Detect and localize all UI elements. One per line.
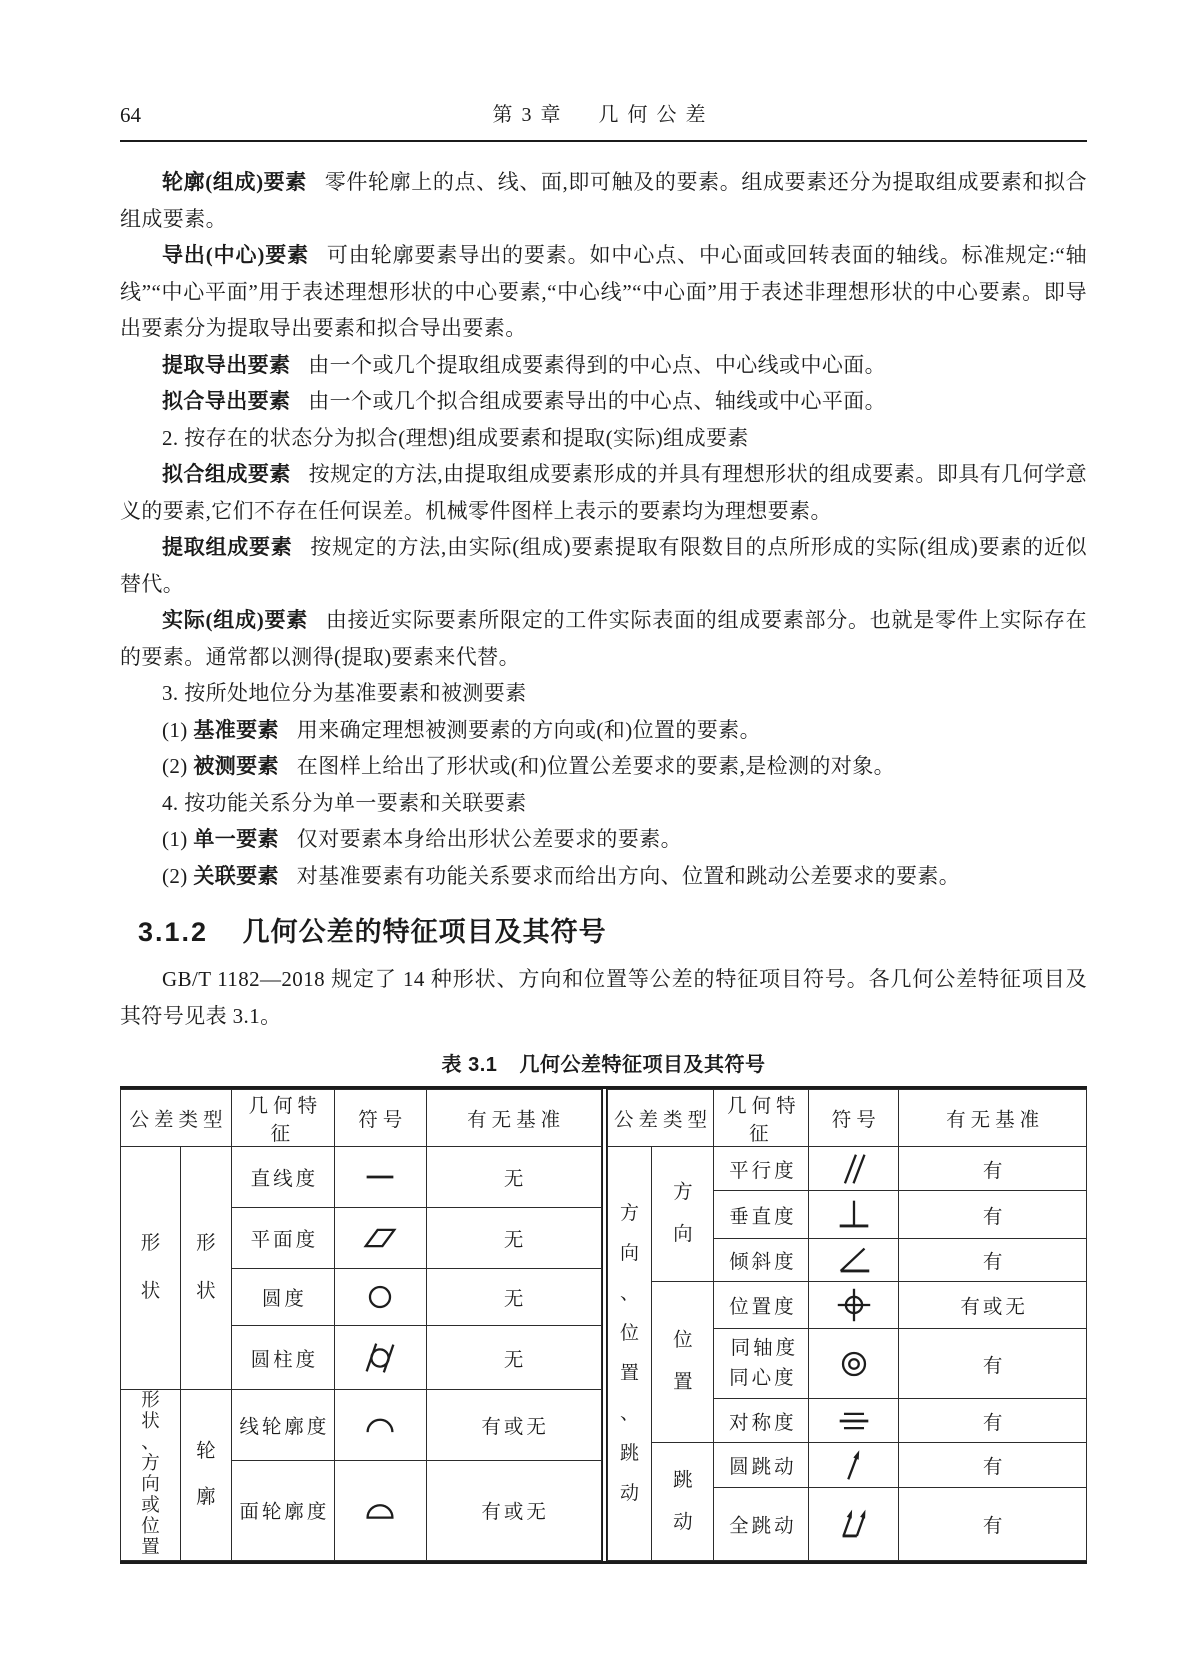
- symbol-cell: [809, 1443, 899, 1488]
- paragraph: [120, 712, 1087, 749]
- column-header-datum: 有无基准: [899, 1090, 1087, 1147]
- paragraph: [120, 675, 1087, 712]
- section-title: 几何公差的特征项目及其符号: [242, 917, 607, 947]
- feature-cell: 直线度: [231, 1147, 334, 1208]
- perpendicularity-icon: [809, 1194, 898, 1236]
- symbol-cell: [334, 1389, 426, 1460]
- tolerance-type-cell: 方 向 、 位 置 、 跳 动: [607, 1147, 652, 1561]
- term: 拟合组成要素: [162, 462, 291, 486]
- parallelism-icon: [809, 1148, 898, 1190]
- tolerance-subtype-cell: 位 置: [652, 1282, 714, 1443]
- line-profile-icon: [335, 1404, 426, 1446]
- feature-cell: 对称度: [714, 1399, 809, 1443]
- definition-text: 对基准要素有功能关系要求而给出方向、位置和跳动公差要求的要素。: [296, 863, 961, 888]
- symbol-cell: [809, 1282, 899, 1329]
- term: 关联要素: [193, 863, 279, 888]
- datum-cell: 有: [899, 1399, 1087, 1443]
- definition-text: 2. 按存在的状态分为拟合(理想)组成要素和提取(实际)组成要素: [162, 425, 749, 450]
- list-marker: (2): [162, 754, 194, 778]
- symbol-cell: [809, 1191, 899, 1239]
- page-number: 64: [120, 103, 141, 127]
- paragraph: [120, 602, 1087, 675]
- definition-text: 由一个或几个提取组成要素得到的中心点、中心线或中心面。: [308, 352, 887, 377]
- definition-text: 按规定的方法,由提取组成要素形成的并具有理想形状的组成要素。即具有几何学意义的要素,它们不存在任何误差。机械零件图样上表示的要素均为理想要素。: [120, 462, 1088, 523]
- surface-profile-icon: [335, 1489, 426, 1531]
- datum-cell: 有: [899, 1329, 1087, 1399]
- datum-cell: 无: [426, 1326, 601, 1389]
- symbol-cell: [809, 1329, 899, 1399]
- table-left-half: [120, 1089, 602, 1561]
- definition-text: 可由轮廓要素导出的要素。如中心点、中心面或回转表面的轴线。标准规定:“轴线”“中心平面”用于表述理想形状的中心要素,“中心线”“中心面”用于表述非理想形状的中心要素。即导出要素分为提取导出要素和拟合导出要素。: [120, 243, 1087, 340]
- datum-cell: 有: [899, 1239, 1087, 1282]
- tolerance-subtype-cell: 轮 廓: [180, 1389, 231, 1560]
- definition-text: 4. 按功能关系分为单一要素和关联要素: [162, 790, 527, 815]
- tolerance-subtype-cell: 方 向: [652, 1147, 714, 1282]
- feature-cell: 同轴度 同心度: [714, 1329, 809, 1399]
- concentricity-icon: [809, 1343, 898, 1385]
- feature-cell: 圆柱度: [231, 1326, 334, 1389]
- table-row: [121, 1147, 602, 1208]
- symbol-cell: [809, 1488, 899, 1561]
- definition-text: 用来确定理想被测要素的方向或(和)位置的要素。: [296, 717, 761, 742]
- tolerance-subtype-cell: 跳 动: [652, 1443, 714, 1561]
- term: 单一要素: [193, 827, 279, 851]
- feature-cell: 倾斜度: [714, 1239, 809, 1282]
- symbol-cell: [809, 1399, 899, 1443]
- paragraph: [120, 748, 1087, 785]
- list-marker: (2): [162, 863, 194, 888]
- flatness-icon: [335, 1217, 426, 1259]
- page-header: [120, 0, 1087, 128]
- term: 提取组成要素: [162, 535, 293, 559]
- feature-cell: 圆度: [231, 1269, 334, 1326]
- term: 导出(中心)要素: [162, 243, 310, 267]
- table-row: [607, 1282, 1087, 1329]
- column-header-symbol: 符号: [334, 1090, 426, 1147]
- symbol-cell: [809, 1239, 899, 1282]
- body-paragraphs: [120, 164, 1087, 894]
- list-marker: (1): [162, 827, 194, 851]
- definition-text: 零件轮廓上的点、线、面,即可触及的要素。组成要素还分为提取组成要素和拟合组成要素。: [120, 170, 1087, 231]
- feature-cell: 垂直度: [714, 1191, 809, 1239]
- definition-text: 按规定的方法,由实际(组成)要素提取有限数目的点所形成的实际(组成)要素的近似替代。: [120, 535, 1087, 596]
- datum-cell: 有: [899, 1488, 1087, 1561]
- datum-cell: 有: [899, 1443, 1087, 1488]
- column-header-type: 公差类型: [607, 1090, 714, 1147]
- paragraph: [120, 456, 1087, 529]
- definition-text: 仅对要素本身给出形状公差要求的要素。: [296, 827, 682, 851]
- angularity-icon: [809, 1239, 898, 1281]
- table-row: [607, 1090, 1087, 1147]
- header-rule: [120, 140, 1087, 142]
- datum-cell: 无: [426, 1269, 601, 1326]
- symbol-cell: [334, 1208, 426, 1269]
- straightness-icon: [335, 1156, 426, 1198]
- datum-cell: 无: [426, 1208, 601, 1269]
- table-row: [607, 1147, 1087, 1191]
- circular-runout-icon: [809, 1444, 898, 1486]
- term: 拟合导出要素: [162, 389, 291, 413]
- feature-cell: 圆跳动: [714, 1443, 809, 1488]
- column-header-symbol: 符号: [809, 1090, 899, 1147]
- tolerance-symbol-table: [120, 1086, 1087, 1564]
- intro-paragraph: GB/T 1182—2018 规定了 14 种形状、方向和位置等公差的特征项目符号。各几何公差特征项目及其符号见表 3.1。: [120, 967, 1087, 1028]
- paragraph: [120, 164, 1087, 237]
- feature-cell: 线轮廓度: [231, 1389, 334, 1460]
- definition-text: 由接近实际要素所限定的工件实际表面的组成要素部分。也就是零件上实际存在的要素。通常都以测得(提取)要素来代替。: [120, 608, 1088, 669]
- term: 实际(组成)要素: [162, 608, 309, 632]
- definition-text: 3. 按所处地位分为基准要素和被测要素: [162, 681, 527, 705]
- paragraph: [120, 383, 1087, 420]
- term: 被测要素: [193, 754, 279, 778]
- definition-text: 在图样上给出了形状或(和)位置公差要求的要素,是检测的对象。: [296, 754, 896, 778]
- paragraph: [120, 858, 1087, 895]
- paragraph: [120, 420, 1087, 457]
- table-right-half: [607, 1089, 1088, 1561]
- paragraph: [120, 237, 1087, 347]
- feature-cell: 全跳动: [714, 1488, 809, 1561]
- chapter-header: 第3章 几何公差: [492, 104, 715, 126]
- column-header-feature: 几何特征: [231, 1090, 334, 1147]
- tolerance-subtype-cell: 形 状: [180, 1147, 231, 1389]
- position-icon: [809, 1284, 898, 1326]
- section-number: 3.1.2: [138, 917, 209, 947]
- feature-cell: 平面度: [231, 1208, 334, 1269]
- total-runout-icon: [809, 1503, 898, 1545]
- symmetry-icon: [809, 1400, 898, 1442]
- list-marker: (1): [162, 717, 194, 742]
- term: 基准要素: [193, 717, 279, 742]
- table-row: [121, 1090, 602, 1147]
- tolerance-type-cell: 形 状 、 方 向 或 位 置: [121, 1389, 181, 1560]
- tolerance-type-cell: 形 状: [121, 1147, 181, 1389]
- symbol-cell: [334, 1147, 426, 1208]
- datum-cell: 有: [899, 1191, 1087, 1239]
- datum-cell: 无: [426, 1147, 601, 1208]
- symbol-cell: [334, 1460, 426, 1560]
- datum-cell: 有: [899, 1147, 1087, 1191]
- datum-cell: 有或无: [426, 1389, 601, 1460]
- table-caption-title: 几何公差特征项目及其符号: [519, 1054, 766, 1076]
- definition-text: 由一个或几个拟合组成要素导出的中心点、轴线或中心平面。: [308, 389, 887, 413]
- symbol-cell: [334, 1269, 426, 1326]
- feature-cell: 平行度: [714, 1147, 809, 1191]
- datum-cell: 有或无: [899, 1282, 1087, 1329]
- symbol-cell: [809, 1147, 899, 1191]
- roundness-icon: [335, 1276, 426, 1318]
- cylindricity-icon: [335, 1337, 426, 1379]
- datum-cell: 有或无: [426, 1460, 601, 1560]
- symbol-cell: [334, 1326, 426, 1389]
- term: 轮廓(组成)要素: [162, 170, 307, 194]
- column-header-type: 公差类型: [121, 1090, 232, 1147]
- paragraph: [120, 347, 1087, 384]
- table-row: [121, 1389, 602, 1460]
- column-header-feature: 几何特征: [714, 1090, 809, 1147]
- table-caption: [120, 1048, 1087, 1077]
- feature-cell: 面轮廓度: [231, 1460, 334, 1560]
- column-header-datum: 有无基准: [426, 1090, 601, 1147]
- table-row: [607, 1443, 1087, 1488]
- table-caption-label: 表 3.1: [441, 1054, 498, 1076]
- term: 提取导出要素: [162, 352, 291, 377]
- paragraph: [120, 785, 1087, 822]
- feature-cell: 位置度: [714, 1282, 809, 1329]
- section-heading: [138, 910, 1087, 949]
- paragraph: [120, 821, 1087, 858]
- paragraph: [120, 529, 1087, 602]
